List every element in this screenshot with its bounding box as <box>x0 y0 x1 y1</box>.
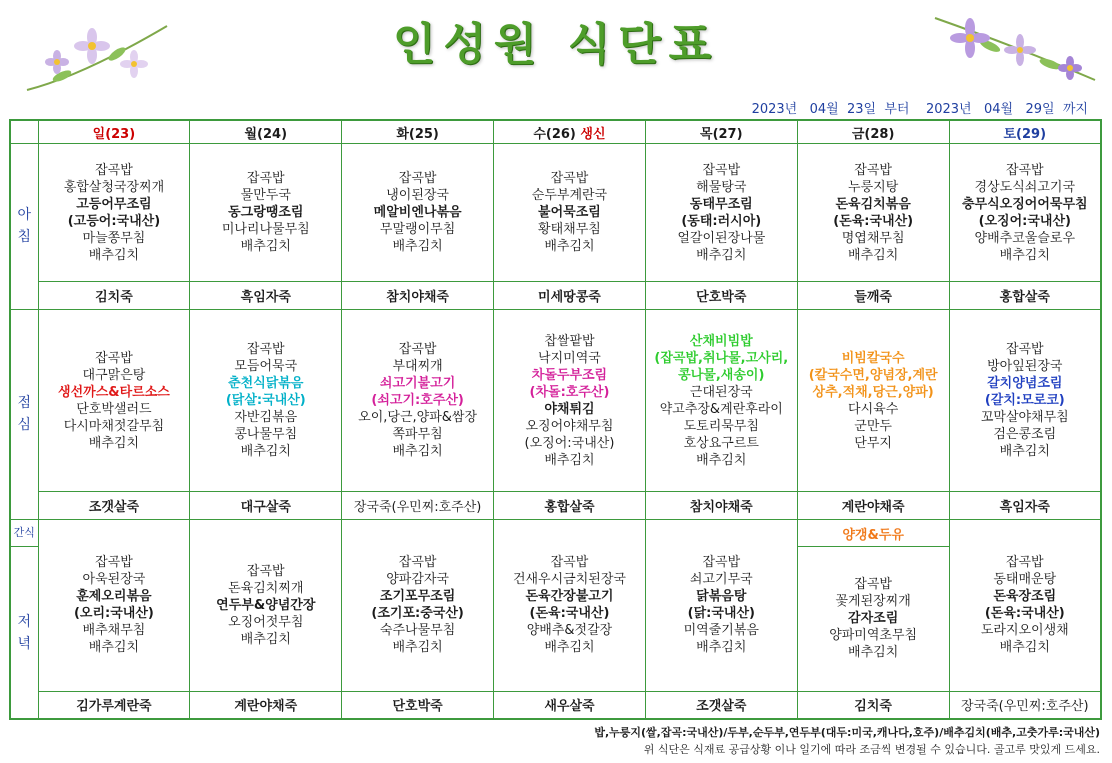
menu-item: 돈육장조림 <box>993 589 1057 605</box>
menu-item: 잡곡밥 <box>398 342 437 357</box>
menu-item: 비빔칼국수 <box>841 350 905 366</box>
snack-cell: 양갱&두유 <box>797 519 949 546</box>
menu-item: (오징어:국내산) <box>524 435 615 451</box>
menu-item: 단호박샐러드 <box>76 401 152 417</box>
menu-item: 찹쌀팥밥 <box>544 333 595 349</box>
breakfast-row <box>10 144 1101 282</box>
menu-item: 오징어야채무침 <box>525 418 614 434</box>
menu-cell <box>494 309 646 492</box>
menu-cell <box>342 519 494 691</box>
menu-item: 콩나물,새송이) <box>678 367 765 383</box>
menu-item: 잡곡밥 <box>398 555 437 571</box>
menu-item: 동그랑땡조림 <box>228 205 304 221</box>
menu-item: 쇠고기무국 <box>689 572 753 588</box>
menu-item: (차돌:호주산) <box>529 384 610 400</box>
menu-cell <box>645 519 797 691</box>
menu-cell <box>494 144 646 282</box>
snack-row <box>10 519 1101 546</box>
menu-item: 잡곡밥 <box>550 171 589 187</box>
day-header <box>797 120 949 144</box>
menu-cell <box>38 144 190 282</box>
menu-item: (돈육:국내산) <box>833 213 914 229</box>
menu-cell <box>342 144 494 282</box>
menu-item: 모듬어묵국 <box>234 359 298 374</box>
menu-item: 오이,당근,양파&쌈장 <box>358 410 478 425</box>
menu-item: 도라지오이생채 <box>980 623 1069 639</box>
menu-item: 건새우시금치된장국 <box>512 572 626 588</box>
menu-item: 상추,적채,당근,양파) <box>812 384 934 400</box>
porridge-cell: 단호박죽 <box>342 691 494 719</box>
porridge-cell: 참치야채죽 <box>645 492 797 519</box>
menu-item: 양배추&젓갈장 <box>526 623 613 639</box>
day-name: 목(27) <box>700 126 743 142</box>
menu-item: 조기포무조림 <box>379 589 456 605</box>
day-header-row <box>10 120 1101 144</box>
menu-item: 방아잎된장국 <box>987 359 1063 374</box>
menu-item: 돈육김치볶음 <box>835 196 911 212</box>
menu-item: 누룽지탕 <box>848 179 899 195</box>
menu-item: 갈치양념조림 <box>987 376 1063 391</box>
menu-item: 미역줄기볶음 <box>683 623 759 639</box>
lunch-label: 점 심 <box>10 309 38 519</box>
menu-table <box>9 119 1102 720</box>
menu-item: 배추김치 <box>240 631 291 647</box>
porridge-cell: 장국죽(우민찌:호주산) <box>342 492 494 519</box>
menu-item: 아욱된장국 <box>82 572 146 588</box>
menu-item: 콩나물무침 <box>234 427 298 442</box>
menu-cell <box>190 309 342 492</box>
menu-item: 얼갈이된장나물 <box>677 230 766 246</box>
menu-item: 산채비빔밥 <box>689 333 753 349</box>
menu-item: (동태:러시아) <box>681 213 762 229</box>
day-name: 수(26) <box>533 126 576 142</box>
menu-item: 오징어젓무침 <box>228 614 304 630</box>
menu-item: 양파미역초무침 <box>829 628 918 644</box>
porridge-cell: 흑임자죽 <box>949 492 1101 519</box>
menu-item: 감자조림 <box>848 611 899 627</box>
dinner-label: 저 녁 <box>10 547 38 719</box>
menu-item: 잡곡밥 <box>398 171 437 187</box>
breakfast-porridge-row <box>10 282 1101 309</box>
menu-cell <box>645 144 797 282</box>
snack-label: 간식 <box>10 519 38 546</box>
menu-item: (오리:국내산) <box>73 606 154 622</box>
day-name: 토(29) <box>1003 126 1047 142</box>
notice-footnote: 위 식단은 식재료 공급상황 이나 일기에 따라 조금씩 변경될 수 있습니다. 골고루 맛있게 드세요. <box>643 743 1100 756</box>
menu-item: (돈육:국내산) <box>529 606 610 622</box>
menu-item: 냉이된장국 <box>386 188 449 204</box>
menu-item: 돈육간장불고기 <box>525 589 614 605</box>
menu-item: 배추김치 <box>848 645 899 661</box>
menu-item: 잡곡밥 <box>854 162 892 178</box>
menu-item: 잡곡밥 <box>246 342 285 357</box>
menu-cell <box>645 309 797 492</box>
menu-item: 훈제오리볶음 <box>76 589 152 605</box>
menu-item: 배추김치 <box>88 435 140 451</box>
menu-item: 불어묵조림 <box>538 205 601 221</box>
menu-item: 배추채무침 <box>82 623 146 639</box>
menu-item: 잡곡밥 <box>1005 342 1044 357</box>
menu-item: 돈육김치찌개 <box>228 580 304 596</box>
menu-item: 배추김치 <box>392 444 443 459</box>
menu-item: 미나리나물무침 <box>221 222 310 238</box>
menu-item: 검은콩조림 <box>993 427 1057 442</box>
menu-item: 배추김치 <box>544 239 595 255</box>
menu-item: 낙지미역국 <box>538 350 601 366</box>
menu-item: 배추김치 <box>544 640 595 656</box>
menu-item: 단무지 <box>854 435 892 451</box>
menu-item: 순두부계란국 <box>531 188 608 204</box>
menu-item: 닭볶음탕 <box>696 589 747 605</box>
menu-item: 배추김치 <box>392 239 443 255</box>
porridge-cell: 들깨죽 <box>797 282 949 309</box>
menu-cell <box>38 519 190 691</box>
menu-item: 잡곡밥 <box>95 350 133 366</box>
porridge-cell: 계란야채죽 <box>797 492 949 519</box>
menu-item: 마늘쫑무침 <box>82 230 146 246</box>
menu-item: 무말랭이무침 <box>379 222 456 238</box>
menu-item: 배추김치 <box>999 247 1050 263</box>
porridge-cell: 김치죽 <box>38 282 190 309</box>
porridge-cell: 조갯살죽 <box>38 492 190 519</box>
porridge-cell: 단호박죽 <box>645 282 797 309</box>
menu-item: 배추김치 <box>88 640 140 656</box>
porridge-cell: 김가루계란죽 <box>38 691 190 719</box>
breakfast-label: 아 침 <box>10 144 38 310</box>
menu-item: 배추김치 <box>240 239 291 255</box>
menu-item: 명엽채무침 <box>841 230 905 246</box>
porridge-cell: 홍합살죽 <box>949 282 1101 309</box>
page-title: 인성원 식단표 <box>392 19 720 70</box>
menu-item: 배추김치 <box>240 444 291 459</box>
menu-item: 근대된장국 <box>689 384 753 400</box>
menu-item: (칼국수면,양념장,계란 <box>808 367 938 383</box>
menu-item: 고등어무조림 <box>76 196 152 212</box>
menu-item: 쇠고기불고기 <box>379 376 456 391</box>
menu-item: (오징어:국내산) <box>978 213 1071 229</box>
menu-item: (닭:국내산) <box>687 606 755 622</box>
porridge-cell: 미세땅콩죽 <box>494 282 646 309</box>
menu-item: 배추김치 <box>848 247 899 263</box>
menu-item: 잡곡밥 <box>550 555 589 571</box>
menu-item: 쪽파무침 <box>392 427 443 442</box>
menu-item: 다시마채젓갈무침 <box>63 418 165 434</box>
menu-item: 경상도식쇠고기국 <box>974 179 1076 195</box>
day-header <box>342 120 494 144</box>
day-name: 일(23) <box>92 126 136 142</box>
menu-item: 배추김치 <box>999 640 1050 656</box>
day-header <box>949 120 1101 144</box>
menu-item: 도토리묵무침 <box>683 418 759 434</box>
menu-cell <box>190 519 342 691</box>
menu-item: 해물탕국 <box>696 179 747 195</box>
menu-item: 잡곡밥 <box>854 577 892 593</box>
lunch-porridge-row <box>10 492 1101 519</box>
menu-item: 배추김치 <box>392 640 443 656</box>
day-header <box>190 120 342 144</box>
menu-item: 충무식오징어어묵무침 <box>961 196 1088 212</box>
menu-item: 홍합살청국장찌개 <box>63 179 165 195</box>
menu-item: 춘천식닭볶음 <box>228 376 304 391</box>
menu-item: 호상요구르트 <box>683 435 759 451</box>
menu-item: 차돌두부조림 <box>531 367 608 383</box>
porridge-cell: 참치야채죽 <box>342 282 494 309</box>
menu-item: 잡곡밥 <box>246 563 285 579</box>
day-name: 월(24) <box>244 126 288 142</box>
day-name: 화(25) <box>396 126 439 142</box>
menu-item: (쇠고기:호주산) <box>371 393 464 408</box>
menu-item: 잡곡밥 <box>246 171 285 187</box>
menu-item: 잡곡밥 <box>702 162 741 178</box>
menu-item: (갈치:모로코) <box>984 393 1065 408</box>
dinner-porridge-row <box>10 691 1101 719</box>
menu-item: 잡곡밥 <box>95 162 133 178</box>
porridge-cell: 흑임자죽 <box>190 282 342 309</box>
menu-item: 메알비엔나볶음 <box>373 205 462 221</box>
menu-item: 자반김볶음 <box>234 410 298 425</box>
menu-item: 양배추코울슬로우 <box>974 230 1076 246</box>
porridge-cell: 홍합살죽 <box>494 492 646 519</box>
origin-footnote: 밥,누룽지(쌀,잡곡:국내산)/두부,순두부,연두부(대두:미국,캐나다,호주)/배추김치(배추,고춧가루:국내산) <box>594 726 1100 739</box>
corner-cell <box>10 120 38 144</box>
date-range: 2023년 04월 23일 부터 2023년 04월 29일 까지 <box>751 102 1088 117</box>
menu-item: 잡곡밥 <box>1005 555 1044 571</box>
menu-item: (잡곡밥,취나물,고사리, <box>654 350 789 366</box>
menu-item: 배추김치 <box>696 452 747 468</box>
menu-item: 배추김치 <box>696 247 747 263</box>
day-header <box>494 120 646 144</box>
menu-item: 배추김치 <box>544 452 595 468</box>
menu-cell <box>949 519 1101 691</box>
menu-item: 부대찌개 <box>392 359 443 374</box>
menu-item: 동태매운탕 <box>993 572 1057 588</box>
menu-item: 동태무조림 <box>689 196 753 212</box>
menu-item: 대구맑은탕 <box>82 367 146 383</box>
menu-cell <box>797 547 949 691</box>
menu-item: 다시육수 <box>848 401 899 417</box>
lunch-row <box>10 309 1101 492</box>
menu-item: 배추김치 <box>696 640 747 656</box>
day-name: 금(28) <box>851 126 895 142</box>
menu-item: 생선까스&타르소스 <box>58 384 170 400</box>
porridge-cell: 조갯살죽 <box>645 691 797 719</box>
menu-cell <box>949 144 1101 282</box>
menu-item: 숙주나물무침 <box>379 623 456 639</box>
menu-item: (돈육:국내산) <box>984 606 1065 622</box>
porridge-cell: 김치죽 <box>797 691 949 719</box>
porridge-cell: 대구살죽 <box>190 492 342 519</box>
porridge-cell: 새우살죽 <box>494 691 646 719</box>
menu-item: 군만두 <box>854 418 892 434</box>
menu-cell <box>949 309 1101 492</box>
menu-item: 꽃게된장찌개 <box>835 594 911 610</box>
menu-item: (조기포:중국산) <box>371 606 464 622</box>
porridge-cell: 장국죽(우민찌:호주산) <box>949 691 1101 719</box>
menu-item: (닭살:국내산) <box>225 393 306 408</box>
menu-cell <box>190 144 342 282</box>
menu-item: 야채튀김 <box>544 401 595 417</box>
menu-item: 배추김치 <box>88 247 140 263</box>
menu-item: 약고추장&계란후라이 <box>659 401 783 417</box>
porridge-cell: 계란야채죽 <box>190 691 342 719</box>
menu-item: 황태채무침 <box>538 222 601 238</box>
menu-item: 양파감자국 <box>386 572 449 588</box>
menu-cell <box>342 309 494 492</box>
day-header <box>645 120 797 144</box>
menu-cell <box>797 309 949 492</box>
menu-cell <box>38 309 190 492</box>
day-note: 생신 <box>575 126 606 142</box>
menu-item: 물만두국 <box>240 188 291 204</box>
menu-item: 꼬막살야채무침 <box>980 410 1069 425</box>
menu-item: (고등어:국내산) <box>67 213 161 229</box>
menu-cell <box>797 144 949 282</box>
menu-cell <box>494 519 646 691</box>
menu-item: 잡곡밥 <box>1005 162 1044 178</box>
menu-item: 배추김치 <box>999 444 1050 459</box>
day-header <box>38 120 190 144</box>
menu-item: 잡곡밥 <box>95 555 133 571</box>
menu-item: 잡곡밥 <box>702 555 741 571</box>
menu-item: 연두부&양념간장 <box>216 597 316 613</box>
